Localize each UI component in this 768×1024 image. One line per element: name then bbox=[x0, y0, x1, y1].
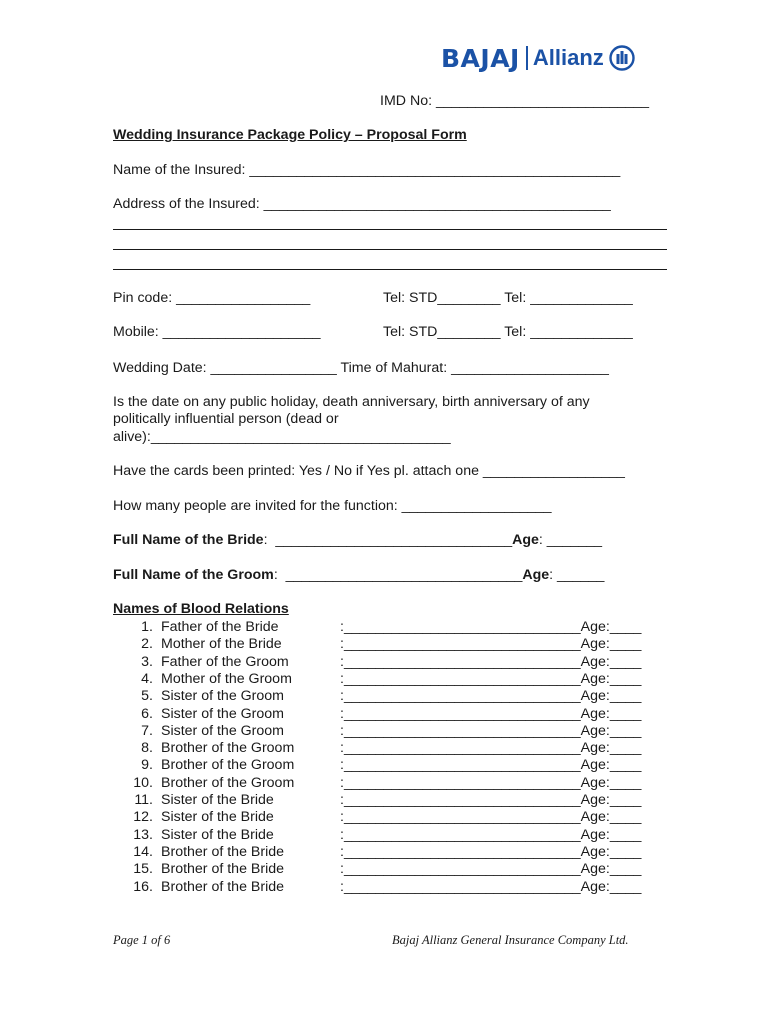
bride-name-label: Full Name of the Bride bbox=[113, 532, 264, 548]
relation-row bbox=[113, 843, 673, 860]
relation-name-age-blank: :______________________________Age:____ bbox=[340, 740, 642, 757]
relation-name: Brother of the Bride bbox=[161, 861, 285, 878]
relation-name: Father of the Groom bbox=[161, 653, 289, 670]
relation-number: 14. bbox=[133, 843, 153, 860]
relation-row bbox=[113, 860, 673, 877]
relation-row bbox=[113, 808, 673, 825]
blood-relations-heading: Names of Blood Relations bbox=[113, 601, 289, 617]
relation-name: Brother of the Groom bbox=[161, 757, 295, 774]
cards-printed-field: Have the cards been printed: Yes / No if Yes pl. attach one __________________ bbox=[113, 463, 625, 479]
brand-logo bbox=[441, 40, 635, 76]
relation-name: Sister of the Bride bbox=[161, 792, 274, 808]
holiday-question-line: Is the date on any public holiday, death anniversary, birth anniversary of any bbox=[113, 394, 590, 410]
relation-name-age-blank: :______________________________Age:____ bbox=[340, 843, 642, 860]
relation-name-age-blank: :______________________________Age:____ bbox=[340, 878, 642, 895]
allianz-eagle-icon bbox=[609, 45, 635, 71]
relation-number: 15. bbox=[133, 861, 153, 878]
relation-row bbox=[113, 670, 673, 687]
groom-name-field bbox=[113, 566, 604, 584]
relation-number: 6. bbox=[141, 705, 153, 722]
relation-name: Brother of the Groom bbox=[161, 774, 295, 791]
relation-name: Sister of the Bride bbox=[161, 826, 274, 843]
relation-name-age-blank: :______________________________Age:____ bbox=[340, 809, 642, 826]
groom-age-label: Age bbox=[522, 567, 550, 583]
relation-number: 5. bbox=[141, 688, 153, 705]
mobile-field: Mobile: ____________________ bbox=[113, 324, 321, 340]
bride-age-label: Age bbox=[512, 532, 539, 548]
relation-name: Sister of the Groom bbox=[161, 722, 285, 739]
relation-name: Mother of the Groom bbox=[161, 670, 292, 687]
relation-row bbox=[113, 791, 673, 808]
people-invited-field: How many people are invited for the function: ___________________ bbox=[113, 498, 552, 514]
page-number: Page 1 of 6 bbox=[113, 933, 171, 947]
relation-row bbox=[113, 722, 673, 739]
address-line bbox=[113, 249, 667, 250]
pin-code-field: Pin code: _________________ bbox=[113, 290, 311, 306]
name-of-insured-field: Name of the Insured: _______________________________________________ bbox=[113, 162, 621, 178]
bride-name-blank: : ______________________________ bbox=[263, 532, 513, 548]
relation-name-age-blank: :______________________________Age:____ bbox=[340, 619, 642, 635]
relation-name: Brother of the Bride bbox=[161, 878, 285, 895]
relation-number: 10. bbox=[133, 774, 153, 791]
relation-number: 8. bbox=[141, 740, 153, 757]
bride-name-field bbox=[113, 531, 602, 549]
bride-age-blank: : _______ bbox=[538, 532, 603, 548]
relation-name-age-blank: :______________________________Age:____ bbox=[340, 636, 642, 653]
relation-row bbox=[113, 618, 673, 635]
holiday-question-line: politically influential person (dead or bbox=[113, 411, 339, 427]
relation-name: Mother of the Bride bbox=[161, 636, 282, 653]
imd-number-field: IMD No: ___________________________ bbox=[380, 93, 650, 109]
groom-name-label: Full Name of the Groom bbox=[113, 567, 274, 583]
relation-row bbox=[113, 635, 673, 652]
relation-row bbox=[113, 653, 673, 670]
relation-name-age-blank: :______________________________Age:____ bbox=[340, 792, 642, 808]
company-name-footer: Bajaj Allianz General Insurance Company Ltd. bbox=[392, 933, 629, 947]
wedding-date-field: Wedding Date: ________________ Time of Mahurat: ____________________ bbox=[113, 360, 609, 376]
relation-name-age-blank: :______________________________Age:____ bbox=[340, 774, 642, 791]
address-line bbox=[113, 269, 667, 270]
relation-name: Father of the Bride bbox=[161, 619, 279, 635]
address-of-insured-field: Address of the Insured: ____________________________________________ bbox=[113, 196, 611, 212]
form-title: Wedding Insurance Package Policy – Proposal Form bbox=[113, 127, 467, 143]
relation-row bbox=[113, 705, 673, 722]
relation-name: Brother of the Bride bbox=[161, 843, 285, 860]
relation-row bbox=[113, 826, 673, 843]
relation-number: 16. bbox=[133, 878, 153, 895]
relation-row bbox=[113, 756, 673, 773]
relation-name: Sister of the Groom bbox=[161, 688, 285, 705]
logo-bajaj-text: BAJAJ bbox=[441, 43, 520, 73]
groom-age-blank: : ______ bbox=[549, 567, 605, 583]
relation-number: 2. bbox=[141, 636, 153, 653]
relation-row bbox=[113, 878, 673, 895]
relation-name: Sister of the Bride bbox=[161, 809, 274, 826]
relation-row bbox=[113, 687, 673, 704]
telephone-field: Tel: STD________ Tel: _____________ bbox=[383, 290, 633, 306]
relation-name-age-blank: :______________________________Age:____ bbox=[340, 653, 642, 670]
relation-name-age-blank: :______________________________Age:____ bbox=[340, 826, 642, 843]
relation-number: 9. bbox=[141, 757, 153, 774]
relation-number: 4. bbox=[141, 670, 153, 687]
groom-name-blank: : ______________________________ bbox=[273, 567, 523, 583]
relation-row bbox=[113, 774, 673, 791]
relation-number: 3. bbox=[141, 653, 153, 670]
relation-number: 12. bbox=[133, 809, 153, 826]
relation-name: Brother of the Groom bbox=[161, 740, 295, 757]
logo-divider bbox=[526, 46, 528, 70]
relation-name-age-blank: :______________________________Age:____ bbox=[340, 757, 642, 774]
relation-name-age-blank: :______________________________Age:____ bbox=[340, 670, 642, 687]
logo-allianz-text: Allianz bbox=[532, 45, 604, 70]
relation-row bbox=[113, 739, 673, 756]
relation-number: 1. bbox=[141, 619, 153, 635]
relation-number: 7. bbox=[141, 722, 153, 739]
relation-name-age-blank: :______________________________Age:____ bbox=[340, 722, 642, 739]
relation-number: 11. bbox=[134, 792, 153, 808]
relation-name-age-blank: :______________________________Age:____ bbox=[340, 705, 642, 722]
telephone-field: Tel: STD________ Tel: _____________ bbox=[383, 324, 633, 340]
relation-name: Sister of the Groom bbox=[161, 705, 285, 722]
holiday-question-line: alive):______________________________________ bbox=[113, 429, 451, 445]
address-line bbox=[113, 229, 667, 230]
relation-name-age-blank: :______________________________Age:____ bbox=[340, 861, 642, 878]
relation-number: 13. bbox=[133, 826, 153, 843]
relation-name-age-blank: :______________________________Age:____ bbox=[340, 688, 642, 705]
